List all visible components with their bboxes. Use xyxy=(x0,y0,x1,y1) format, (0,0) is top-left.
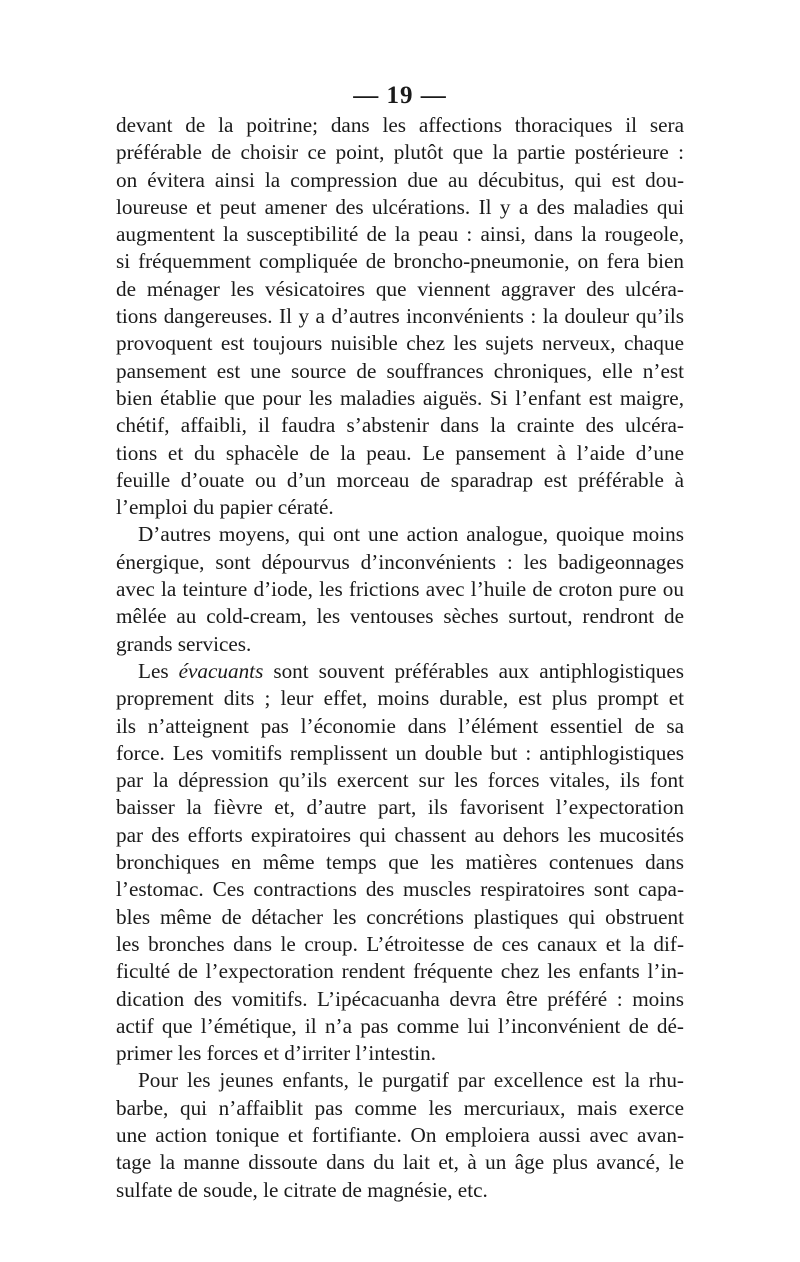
text-fragment: Les xyxy=(138,658,179,683)
text-line: les bronches dans le croup. L’étroitesse de ces canaux et la dif- xyxy=(116,931,684,956)
text-line: préférable de choisir ce point, plutôt que la partie postérieure : xyxy=(116,140,684,165)
page-number: — 19 — xyxy=(353,82,447,109)
text-line: on évitera ainsi la compression due au décubitus, qui est dou- xyxy=(116,167,684,192)
text-line: provoquent est toujours nuisible chez les sujets nerveux, chaque xyxy=(116,331,684,356)
text-fragment: sont souvent préférables aux antiphlogistiques xyxy=(263,658,684,683)
text-line: feuille d’ouate ou d’un morceau de sparadrap est préférable à xyxy=(116,467,684,492)
text-line: proprement dits ; leur effet, moins durable, est plus prompt et xyxy=(116,686,684,711)
text-line: bles même de détacher les concrétions plastiques qui obstruent xyxy=(116,904,684,929)
text-line: énergique, sont dépourvus d’inconvénients : les badigeonnages xyxy=(116,549,684,574)
text-line: une action tonique et fortifiante. On emploiera aussi avec avan- xyxy=(116,1122,684,1147)
text-line: baisser la fièvre et, d’autre part, ils favorisent l’expectoration xyxy=(116,795,684,820)
text-line: force. Les vomitifs remplissent un double but : antiphlogistiques xyxy=(116,740,684,765)
text-line: si fréquemment compliquée de broncho-pneumonie, on fera bien xyxy=(116,249,684,274)
text-line: barbe, qui n’affaiblit pas comme les mercuriaux, mais exerce xyxy=(116,1095,684,1120)
text-line: augmentent la susceptibilité de la peau : ainsi, dans la rougeole, xyxy=(116,222,684,247)
text-line: avec la teinture d’iode, les frictions avec l’huile de croton pure ou xyxy=(116,577,684,602)
text-line: grands services. xyxy=(116,631,252,656)
text-line: D’autres moyens, qui ont une action analogue, quoique moins xyxy=(138,522,684,547)
text-line: sulfate de soude, le citrate de magnésie, etc. xyxy=(116,1177,488,1202)
text-line: chétif, affaibli, il faudra s’abstenir dans la crainte des ulcéra- xyxy=(116,413,684,438)
text-line: devant de la poitrine; dans les affections thoraciques il sera xyxy=(116,113,684,137)
text-line: bronchiques en même temps que les matières contenues dans xyxy=(116,850,684,875)
text-line: loureuse et peut amener des ulcérations. Il y a des maladies qui xyxy=(116,194,684,219)
text-line: tions et du sphacèle de la peau. Le pansement à l’aide d’une xyxy=(116,440,684,465)
body-text xyxy=(116,112,684,1204)
text-line: l’estomac. Ces contractions des muscles respiratoires sont capa- xyxy=(116,877,684,902)
text-line: primer les forces et d’irriter l’intestin. xyxy=(116,1041,437,1066)
italic-term: évacuants xyxy=(178,658,264,683)
text-line: pansement est une source de souffrances chroniques, elle n’est xyxy=(116,358,684,383)
text-line: tions dangereuses. Il y a d’autres inconvénients : la douleur qu’ils xyxy=(116,304,684,329)
text-line: ficulté de l’expectoration rendent fréquente chez les enfants l’in- xyxy=(116,959,684,984)
text-line: mêlée au cold-cream, les ventouses sèches surtout, rendront de xyxy=(116,604,684,629)
text-line: par la dépression qu’ils exercent sur les forces vitales, ils font xyxy=(116,768,684,793)
text-line: ils n’atteignent pas l’économie dans l’élément essentiel de sa xyxy=(116,713,684,738)
text-line xyxy=(116,658,684,685)
text-line: par des efforts expiratoires qui chassent au dehors les mucosités xyxy=(116,822,684,847)
text-line: de ménager les vésicatoires que viennent aggraver des ulcéra- xyxy=(116,276,684,301)
text-line: bien établie que pour les maladies aiguës. Si l’enfant est maigre, xyxy=(116,385,684,410)
text-line: actif que l’émétique, il n’a pas comme lui l’inconvénient de dé- xyxy=(116,1013,684,1038)
text-line: l’emploi du papier cératé. xyxy=(116,495,334,520)
text-line: tage la manne dissoute dans du lait et, à un âge plus avancé, le xyxy=(116,1150,684,1175)
text-line: dication des vomitifs. L’ipécacuanha devra être préféré : moins xyxy=(116,986,684,1011)
text-line: Pour les jeunes enfants, le purgatif par excellence est la rhu- xyxy=(138,1068,684,1093)
